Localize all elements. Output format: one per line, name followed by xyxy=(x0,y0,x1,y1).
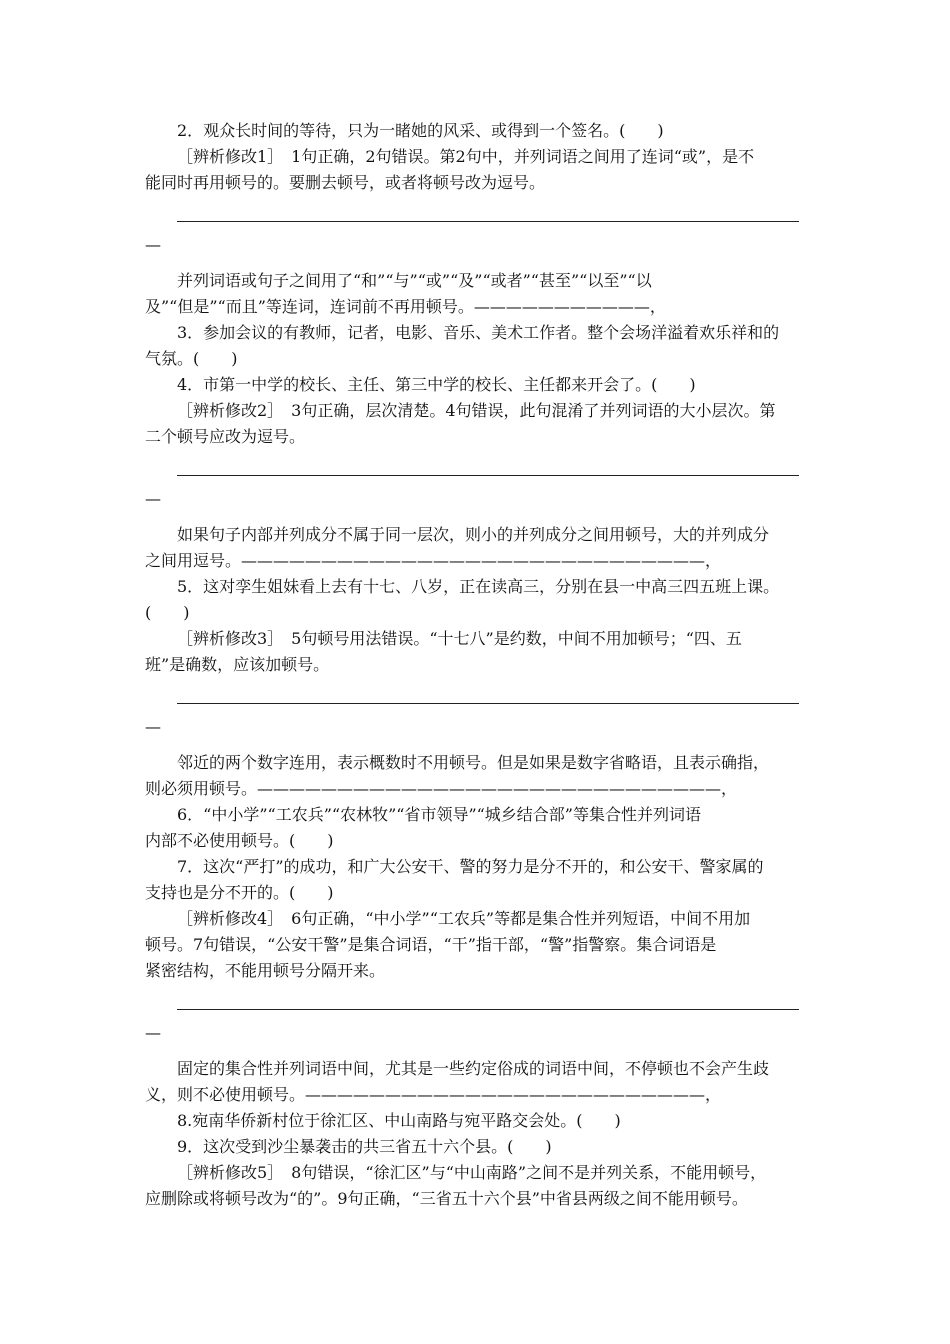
question-5 xyxy=(145,574,807,626)
question-8 xyxy=(145,1108,807,1134)
analysis-4 xyxy=(145,906,807,984)
question-3 xyxy=(145,320,807,372)
question-text: 2．观众长时间的等待，只为一睹她的风采、或得到一个签名。( ) xyxy=(177,121,664,140)
summary-text: 及”“但是”“而且”等连词，连词前不再用顿号。———————————， xyxy=(145,297,666,316)
summary-text: 并列词语或句子之间用了“和”“与”“或”“及”“或者”“甚至”“以至”“以 xyxy=(177,271,652,290)
rule-summary-3 xyxy=(145,750,807,802)
answer-blank-line[interactable] xyxy=(145,688,807,714)
answer-blank-line[interactable] xyxy=(145,460,807,486)
analysis-5 xyxy=(145,1160,807,1212)
analysis-text: 应删除或将顿号改为“的”。9句正确，“三省五十六个县”中省县两级之间不能用顿号。 xyxy=(145,1189,748,1208)
question-text: 3．参加会议的有教师，记者，电影、音乐、美术工作者。整个会场洋溢着欢乐祥和的 xyxy=(177,323,780,342)
question-7 xyxy=(145,854,807,906)
question-text: 9．这次受到沙尘暴袭击的共三省五十六个县。( ) xyxy=(177,1137,552,1156)
question-text: 气氛。( ) xyxy=(145,349,238,368)
analysis-text: 能同时再用顿号的。要删去顿号，或者将顿号改为逗号。 xyxy=(145,173,546,192)
rule-summary-2 xyxy=(145,522,807,574)
summary-text: 邻近的两个数字连用，表示概数时不用顿号。但是如果是数字省略语，且表示确指， xyxy=(177,753,770,772)
question-text: 5．这对孪生姐妹看上去有十七、八岁，正在读高三，分别在县一中高三四五班上课。 xyxy=(177,577,780,596)
question-2 xyxy=(145,118,807,144)
analysis-2 xyxy=(145,398,807,450)
analysis-3 xyxy=(145,626,807,678)
answer-blank-tail: — xyxy=(145,717,161,736)
summary-text: 如果句子内部并列成分不属于同一层次，则小的并列成分之间用顿号，大的并列成分 xyxy=(177,525,770,544)
answer-blank-tail: — xyxy=(145,1023,161,1042)
analysis-text: ［辨析修改2］ 3句正确，层次清楚。4句错误，此句混淆了并列词语的大小层次。第 xyxy=(177,401,776,420)
question-text: 6．“中小学”“工农兵”“农林牧”“省市领导”“城乡结合部”等集合性并列词语 xyxy=(177,805,701,824)
rule-summary-1 xyxy=(145,268,807,320)
question-text: 支持也是分不开的。( ) xyxy=(145,883,334,902)
answer-blank-tail: — xyxy=(145,489,161,508)
analysis-text: 顿号。7句错误，“公安干警”是集合词语，“干”指干部，“警”指警察。集合词语是 xyxy=(145,935,717,954)
summary-text: 之间用逗号。—————————————————————————————， xyxy=(145,551,722,570)
document-page xyxy=(145,118,807,1212)
analysis-text: 二个顿号应改为逗号。 xyxy=(145,427,306,446)
analysis-text: ［辨析修改4］ 6句正确，“中小学”“工农兵”等都是集合性并列短语，中间不用加 xyxy=(177,909,751,928)
question-text: 内部不必使用顿号。( ) xyxy=(145,831,334,850)
summary-text: 义，则不必使用顿号。—————————————————————————， xyxy=(145,1085,722,1104)
analysis-text: ［辨析修改3］ 5句顿号用法错误。“十七八”是约数，中间不用加顿号；“四、五 xyxy=(177,629,742,648)
answer-blank-line[interactable] xyxy=(145,994,807,1020)
question-text: 4．市第一中学的校长、主任、第三中学的校长、主任都来开会了。( ) xyxy=(177,375,696,394)
analysis-text: 紧密结构，不能用顿号分隔开来。 xyxy=(145,961,386,980)
question-text: 8.宛南华侨新村位于徐汇区、中山南路与宛平路交会处。( ) xyxy=(177,1111,621,1130)
question-6 xyxy=(145,802,807,854)
question-4 xyxy=(145,372,807,398)
answer-blank-tail: — xyxy=(145,235,161,254)
analysis-text: ［辨析修改5］ 8句错误，“徐汇区”与“中山南路”之间不是并列关系，不能用顿号， xyxy=(177,1163,767,1182)
analysis-text: 班”是确数，应该加顿号。 xyxy=(145,655,330,674)
question-9 xyxy=(145,1134,807,1160)
summary-text: 固定的集合性并列词语中间，尤其是一些约定俗成的词语中间，不停顿也不会产生歧 xyxy=(177,1059,770,1078)
rule-summary-4 xyxy=(145,1056,807,1108)
summary-text: 则必须用顿号。—————————————————————————————， xyxy=(145,779,738,798)
analysis-text: ［辨析修改1］ 1句正确，2句错误。第2句中，并列词语之间用了连词“或”，是不 xyxy=(177,147,755,166)
question-text: ( ) xyxy=(145,603,190,622)
question-text: 7．这次“严打”的成功，和广大公安干、警的努力是分不开的，和公安干、警家属的 xyxy=(177,857,764,876)
analysis-1 xyxy=(145,144,807,196)
answer-blank-line[interactable] xyxy=(145,206,807,232)
